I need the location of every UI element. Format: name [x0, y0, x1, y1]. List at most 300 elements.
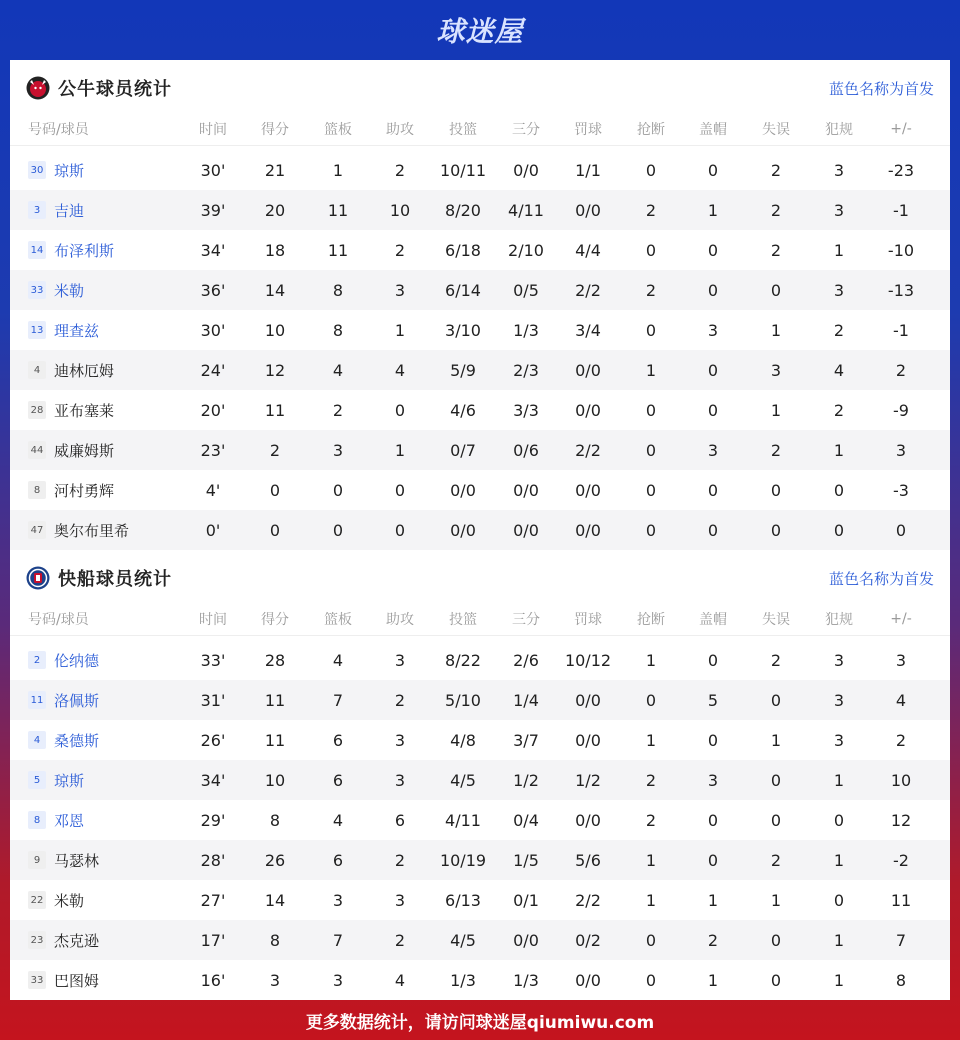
stat-cell: 1/4 [513, 690, 539, 710]
stat-cell: 0 [770, 970, 782, 990]
stat-cell: 0/5 [513, 280, 539, 300]
stat-cell: 10/19 [439, 850, 487, 870]
stat-cell: 3/7 [513, 730, 539, 750]
stat-cell: 3 [332, 890, 344, 910]
stat-cell: 0/2 [575, 930, 601, 950]
stat-cell: 0/0 [575, 360, 601, 380]
column-header-stat: 失误 [762, 121, 790, 138]
player-row[interactable] [10, 510, 950, 550]
column-header-stat: 罚球 [574, 611, 602, 628]
jersey-number-badge: 9 [28, 851, 46, 869]
stat-cell: 0 [707, 480, 719, 500]
stat-cell: 0 [770, 480, 782, 500]
stat-cell: 11 [264, 400, 286, 420]
stat-cell: 0/0 [450, 480, 476, 500]
stat-cell: 0 [770, 690, 782, 710]
stat-cell: 1/3 [513, 320, 539, 340]
stat-cell: 2/2 [575, 280, 601, 300]
player-name[interactable]: 吉迪 [54, 201, 85, 220]
player-row[interactable] [10, 880, 950, 920]
stats-panel [10, 60, 950, 1000]
stat-cell: 0 [332, 480, 344, 500]
stat-cell: 3 [833, 200, 845, 220]
column-header-player: 号码/球员 [28, 611, 89, 628]
stat-cell: 3 [707, 440, 719, 460]
stat-cell: 0/0 [575, 200, 601, 220]
stat-cell: 0/0 [575, 690, 601, 710]
stat-cell: 0 [770, 520, 782, 540]
starter-legend-note: 蓝色名称为首发 [828, 79, 934, 98]
stat-cell: -3 [893, 480, 909, 500]
column-header-stat: 犯规 [825, 611, 853, 628]
column-header-stat: 投篮 [449, 611, 477, 628]
footer-banner[interactable]: 更多数据统计，请访问球迷屋qiumiwu.com [305, 1012, 655, 1033]
stat-cell: 3 [707, 770, 719, 790]
stat-cell: 1 [645, 650, 657, 670]
stat-cell: 0/0 [575, 480, 601, 500]
stat-cell: 12 [890, 810, 912, 830]
column-header-stat: 三分 [512, 611, 540, 628]
column-header-stat: 盖帽 [699, 611, 727, 628]
stat-cell: 0 [645, 240, 657, 260]
player-name[interactable]: 威廉姆斯 [54, 441, 115, 460]
stat-cell: 5/6 [575, 850, 601, 870]
stat-cell: 30' [200, 160, 226, 180]
stat-cell: 0/0 [450, 520, 476, 540]
column-header-stat: 得分 [261, 121, 289, 138]
jersey-number-badge: 3 [28, 201, 46, 219]
player-row[interactable] [10, 230, 950, 270]
stat-cell: 11 [327, 240, 349, 260]
stat-cell: 0 [394, 520, 406, 540]
stat-cell: 6 [394, 810, 406, 830]
player-row[interactable] [10, 920, 950, 960]
stat-cell: 8 [895, 970, 907, 990]
column-header-row [10, 112, 950, 146]
stat-cell: 0 [707, 810, 719, 830]
stat-cell: 0/0 [513, 480, 539, 500]
stat-cell: 7 [332, 930, 344, 950]
stat-cell: 30' [200, 320, 226, 340]
player-name[interactable]: 马瑟林 [54, 851, 100, 870]
stat-cell: 5/10 [445, 690, 481, 710]
stat-cell: 0/0 [513, 520, 539, 540]
stat-cell: 0/0 [575, 810, 601, 830]
stat-cell: 10 [264, 770, 286, 790]
player-cell [10, 770, 190, 791]
stat-cell: 2 [770, 200, 782, 220]
stat-cell: 34' [200, 240, 226, 260]
player-cell [10, 320, 190, 341]
jersey-number-badge: 30 [28, 161, 46, 179]
stat-cell: 2 [770, 440, 782, 460]
stat-cell: 1/2 [575, 770, 601, 790]
player-row[interactable] [10, 430, 950, 470]
player-cell [10, 690, 190, 711]
stat-cell: 31' [200, 690, 226, 710]
stat-cell: 2 [269, 440, 281, 460]
column-header-stat: 投篮 [449, 121, 477, 138]
stat-cell: 2 [770, 850, 782, 870]
stat-cell: 10/12 [564, 650, 612, 670]
jersey-number-badge: 2 [28, 651, 46, 669]
player-cell [10, 730, 190, 751]
player-name[interactable]: 布泽利斯 [54, 241, 115, 260]
stat-cell: 3 [394, 890, 406, 910]
jersey-number-badge: 23 [28, 931, 46, 949]
stat-cell: 8/22 [445, 650, 481, 670]
stat-cell: 1/1 [575, 160, 601, 180]
player-cell [10, 970, 190, 991]
stat-cell: 4/5 [450, 770, 476, 790]
stat-cell: 4/11 [508, 200, 544, 220]
stat-cell: 2 [770, 650, 782, 670]
player-row[interactable] [10, 960, 950, 1000]
stat-cell: 5/9 [450, 360, 476, 380]
clippers-logo-icon [26, 566, 50, 590]
player-name[interactable]: 理查兹 [54, 321, 100, 340]
stat-cell: 3 [394, 770, 406, 790]
stat-cell: -13 [887, 280, 915, 300]
stat-cell: 8 [269, 810, 281, 830]
column-header-stat: 抢断 [637, 121, 665, 138]
column-header-stat: 抢断 [637, 611, 665, 628]
stat-cell: 1 [645, 360, 657, 380]
stat-cell: 0/6 [513, 440, 539, 460]
stat-cell: 3 [269, 970, 281, 990]
starter-legend-note: 蓝色名称为首发 [828, 569, 934, 588]
player-row[interactable] [10, 640, 950, 680]
player-name[interactable]: 琼斯 [54, 771, 85, 790]
stat-cell: 0 [833, 890, 845, 910]
stat-cell: 4 [394, 970, 406, 990]
stat-cell: 3 [770, 360, 782, 380]
player-name[interactable]: 伦纳德 [54, 651, 100, 670]
stat-cell: 16' [200, 970, 226, 990]
stat-cell: 2 [707, 930, 719, 950]
jersey-number-badge: 14 [28, 241, 46, 259]
jersey-number-badge: 33 [28, 281, 46, 299]
stat-cell: 2 [770, 240, 782, 260]
team-title: 快船球员统计 [58, 569, 172, 590]
player-name[interactable]: 亚布塞莱 [54, 401, 115, 420]
stat-cell: 7 [332, 690, 344, 710]
stat-cell: 1 [770, 400, 782, 420]
bulls-logo-icon [26, 76, 50, 100]
stat-cell: 2 [645, 280, 657, 300]
stat-cell: 2 [645, 200, 657, 220]
jersey-number-badge: 4 [28, 361, 46, 379]
team-title: 公牛球员统计 [58, 79, 172, 100]
stat-cell: 4/4 [575, 240, 601, 260]
stat-cell: 4/11 [445, 810, 481, 830]
stat-cell: 0/4 [513, 810, 539, 830]
jersey-number-badge: 22 [28, 891, 46, 909]
stat-cell: 3 [707, 320, 719, 340]
stat-cell: 3 [833, 650, 845, 670]
stat-cell: 0/0 [575, 400, 601, 420]
stat-cell: 0 [707, 360, 719, 380]
player-cell [10, 890, 190, 911]
player-name[interactable]: 奥尔布里希 [54, 521, 130, 540]
stat-cell: 11 [264, 690, 286, 710]
stat-cell: 1 [833, 240, 845, 260]
stat-cell: 0/1 [513, 890, 539, 910]
player-cell [10, 240, 190, 261]
stat-cell: 0 [833, 810, 845, 830]
stat-cell: 11 [264, 730, 286, 750]
column-header-stat: 得分 [261, 611, 289, 628]
stat-cell: 29' [200, 810, 226, 830]
player-cell [10, 810, 190, 831]
stat-cell: 2 [394, 850, 406, 870]
stat-cell: 0 [707, 400, 719, 420]
stat-cell: 2 [394, 930, 406, 950]
stat-cell: 26' [200, 730, 226, 750]
stat-cell: 0/0 [513, 930, 539, 950]
stat-cell: 0 [707, 280, 719, 300]
stat-cell: 0 [770, 280, 782, 300]
player-name[interactable]: 河村勇辉 [54, 481, 115, 500]
stat-cell: 3 [833, 730, 845, 750]
stat-cell: 8/20 [445, 200, 481, 220]
column-header-stat: 助攻 [386, 611, 414, 628]
column-header-stat: 时间 [199, 121, 227, 138]
stat-cell: 3/3 [513, 400, 539, 420]
stat-cell: 2 [770, 160, 782, 180]
stat-cell: 1/3 [513, 970, 539, 990]
player-row[interactable] [10, 760, 950, 800]
team-header [10, 60, 950, 116]
stat-cell: 4' [205, 480, 221, 500]
column-header-stat: 篮板 [324, 121, 352, 138]
column-header-stat: 篮板 [324, 611, 352, 628]
stat-cell: 17' [200, 930, 226, 950]
player-name[interactable]: 米勒 [54, 281, 85, 300]
stat-cell: 23' [200, 440, 226, 460]
stat-cell: 6/18 [445, 240, 481, 260]
stat-cell: 0/0 [575, 520, 601, 540]
player-name[interactable]: 米勒 [54, 891, 85, 910]
stat-cell: -9 [893, 400, 909, 420]
jersey-number-badge: 13 [28, 321, 46, 339]
stat-cell: 2/10 [508, 240, 544, 260]
player-cell [10, 850, 190, 871]
stat-cell: 0 [770, 770, 782, 790]
stat-cell: 10 [389, 200, 411, 220]
stat-cell: 2/2 [575, 440, 601, 460]
column-header-stat: +/- [890, 120, 912, 137]
stat-cell: 3/4 [575, 320, 601, 340]
stat-cell: 1 [707, 200, 719, 220]
stat-cell: 1 [332, 160, 344, 180]
column-header-stat: 三分 [512, 121, 540, 138]
player-row[interactable] [10, 150, 950, 190]
column-header-player: 号码/球员 [28, 121, 89, 138]
stat-cell: 21 [264, 160, 286, 180]
column-header-stat: +/- [890, 610, 912, 627]
stat-cell: 4 [833, 360, 845, 380]
stat-cell: 0 [895, 520, 907, 540]
stat-cell: 3 [833, 160, 845, 180]
stat-cell: 4/6 [450, 400, 476, 420]
stat-cell: 4/5 [450, 930, 476, 950]
player-cell [10, 440, 190, 461]
stat-cell: 4 [332, 360, 344, 380]
player-row[interactable] [10, 310, 950, 350]
player-cell [10, 360, 190, 381]
player-row[interactable] [10, 350, 950, 390]
stat-cell: 2/2 [575, 890, 601, 910]
stat-cell: 3 [394, 280, 406, 300]
player-name[interactable]: 洛佩斯 [54, 691, 100, 710]
stat-cell: 34' [200, 770, 226, 790]
stat-cell: 1 [833, 440, 845, 460]
stat-cell: 0 [269, 520, 281, 540]
stat-cell: 0 [394, 480, 406, 500]
stat-cell: 6 [332, 850, 344, 870]
stat-cell: 2 [332, 400, 344, 420]
stat-cell: 11 [890, 890, 912, 910]
stat-cell: 1 [770, 890, 782, 910]
stat-cell: 0 [645, 400, 657, 420]
stat-cell: 8 [269, 930, 281, 950]
stat-cell: 1 [707, 890, 719, 910]
stat-cell: 39' [200, 200, 226, 220]
stat-cell: 2 [394, 160, 406, 180]
stat-cell: 0/0 [513, 160, 539, 180]
stat-cell: 0 [645, 480, 657, 500]
column-header-stat: 失误 [762, 611, 790, 628]
stat-cell: 14 [264, 890, 286, 910]
stat-cell: 1 [394, 320, 406, 340]
stat-cell: -23 [887, 160, 915, 180]
jersey-number-badge: 11 [28, 691, 46, 709]
player-name[interactable]: 琼斯 [54, 161, 85, 180]
stat-cell: 0 [833, 520, 845, 540]
stat-cell: 18 [264, 240, 286, 260]
stat-cell: 1 [394, 440, 406, 460]
brand-logo: 球迷屋 [436, 15, 524, 48]
player-row[interactable] [10, 470, 950, 510]
stat-cell: 36' [200, 280, 226, 300]
stat-cell: 3 [833, 690, 845, 710]
player-cell [10, 280, 190, 301]
stat-cell: -10 [887, 240, 915, 260]
team-header [10, 550, 950, 606]
player-cell [10, 200, 190, 221]
stat-cell: 0 [707, 730, 719, 750]
stat-cell: 0 [645, 690, 657, 710]
stat-cell: 1 [833, 970, 845, 990]
stat-cell: 10 [264, 320, 286, 340]
stat-cell: 20' [200, 400, 226, 420]
stat-cell: 0 [770, 930, 782, 950]
player-row[interactable] [10, 840, 950, 880]
stat-cell: 3 [394, 650, 406, 670]
stat-cell: 0 [707, 240, 719, 260]
stat-cell: 2 [394, 690, 406, 710]
stat-cell: 4/8 [450, 730, 476, 750]
jersey-number-badge: 33 [28, 971, 46, 989]
stat-cell: 1 [645, 730, 657, 750]
stat-cell: 0 [707, 160, 719, 180]
stat-cell: 2 [895, 360, 907, 380]
jersey-number-badge: 47 [28, 521, 46, 539]
stat-cell: 0 [645, 160, 657, 180]
stat-cell: 12 [264, 360, 286, 380]
stat-cell: 2 [833, 400, 845, 420]
stat-cell: 3 [895, 440, 907, 460]
stat-cell: 0 [332, 520, 344, 540]
stat-cell: 1/2 [513, 770, 539, 790]
stat-cell: 0/0 [575, 730, 601, 750]
player-row[interactable] [10, 800, 950, 840]
stat-cell: 6 [332, 730, 344, 750]
stat-cell: 10 [890, 770, 912, 790]
player-row[interactable] [10, 720, 950, 760]
stat-cell: 2 [645, 810, 657, 830]
player-name[interactable]: 迪林厄姆 [54, 361, 115, 380]
stat-cell: 10/11 [439, 160, 487, 180]
stat-cell: 0 [269, 480, 281, 500]
player-row[interactable] [10, 390, 950, 430]
stat-cell: 11 [327, 200, 349, 220]
stat-cell: 1/3 [450, 970, 476, 990]
column-header-row [10, 602, 950, 636]
stat-cell: 0/7 [450, 440, 476, 460]
stat-cell: 0 [707, 520, 719, 540]
player-row[interactable] [10, 680, 950, 720]
column-header-stat: 犯规 [825, 121, 853, 138]
stat-cell: 0 [770, 810, 782, 830]
player-row[interactable] [10, 270, 950, 310]
stat-cell: 2 [394, 240, 406, 260]
stat-cell: 0 [707, 850, 719, 870]
stat-cell: -1 [893, 200, 909, 220]
player-name[interactable]: 邓恩 [54, 811, 85, 830]
stat-cell: 4 [394, 360, 406, 380]
stat-cell: 1 [770, 730, 782, 750]
jersey-number-badge: 5 [28, 771, 46, 789]
stat-cell: 1 [645, 850, 657, 870]
player-name[interactable]: 巴图姆 [54, 971, 100, 990]
stat-cell: 2/6 [513, 650, 539, 670]
player-cell [10, 650, 190, 671]
stat-cell: 0 [645, 440, 657, 460]
stat-cell: 14 [264, 280, 286, 300]
player-name[interactable]: 桑德斯 [54, 731, 100, 750]
player-row[interactable] [10, 190, 950, 230]
column-header-stat: 时间 [199, 611, 227, 628]
jersey-number-badge: 28 [28, 401, 46, 419]
player-cell [10, 480, 190, 501]
stat-cell: 2 [895, 730, 907, 750]
player-name[interactable]: 杰克逊 [54, 931, 100, 950]
stat-cell: 0 [394, 400, 406, 420]
stat-cell: 0 [645, 970, 657, 990]
player-cell [10, 160, 190, 181]
stat-cell: 4 [332, 650, 344, 670]
jersey-number-badge: 8 [28, 481, 46, 499]
jersey-number-badge: 4 [28, 731, 46, 749]
stat-cell: 1 [770, 320, 782, 340]
stat-cell: 3 [833, 280, 845, 300]
column-header-stat: 助攻 [386, 121, 414, 138]
stat-cell: 28' [200, 850, 226, 870]
stat-cell: -1 [893, 320, 909, 340]
stat-cell: 0 [645, 930, 657, 950]
